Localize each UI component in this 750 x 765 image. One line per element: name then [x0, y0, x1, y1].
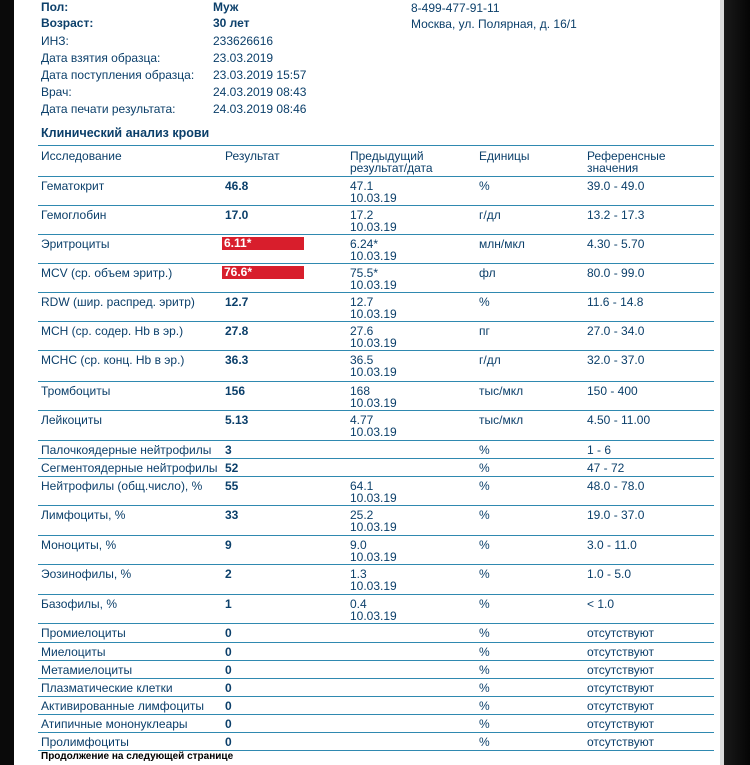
- previous-date: 10.03.19: [350, 550, 397, 564]
- previous-result: 4.77: [350, 413, 374, 427]
- result-value: 17.0: [225, 208, 249, 222]
- test-name: Эозинофилы, %: [41, 567, 132, 581]
- reference-range: отсутствуют: [587, 735, 654, 749]
- unit: %: [479, 717, 490, 731]
- table-row: [38, 177, 714, 206]
- unit: %: [479, 295, 490, 309]
- reference-range: 150 - 400: [587, 384, 638, 398]
- previous-result: 25.2: [350, 508, 374, 522]
- previous-result: 47.1: [350, 179, 374, 193]
- table-row: [38, 733, 714, 751]
- inz-value: 233626616: [213, 34, 274, 48]
- table-row: [38, 264, 714, 293]
- reference-range: отсутствуют: [587, 681, 654, 695]
- unit: %: [479, 567, 490, 581]
- previous-date: 10.03.19: [350, 425, 397, 439]
- test-name: RDW (шир. распред. эритр): [41, 295, 195, 309]
- test-name: Активированные лимфоциты: [41, 699, 205, 713]
- test-name: Палочкоядерные нейтрофилы: [41, 443, 212, 457]
- doctor-label: Врач:: [41, 85, 72, 99]
- print-date-label: Дата печати результата:: [41, 102, 176, 116]
- sample-received-label: Дата поступления образца:: [41, 68, 195, 82]
- table-row: [38, 322, 714, 351]
- unit: г/дл: [479, 208, 501, 222]
- table-row: [38, 206, 714, 235]
- col-test: Исследование: [41, 149, 122, 163]
- previous-date: 10.03.19: [350, 365, 397, 379]
- result-value: 3: [225, 443, 232, 457]
- table-row: [38, 697, 714, 715]
- previous-result: 6.24*: [350, 237, 379, 251]
- reference-range: 13.2 - 17.3: [587, 208, 645, 222]
- previous-date: 10.03.19: [350, 491, 397, 505]
- reference-range: 80.0 - 99.0: [587, 266, 645, 280]
- table-row: [38, 382, 714, 411]
- unit: %: [479, 626, 490, 640]
- test-name: Пролимфоциты: [41, 735, 129, 749]
- result-value: 12.7: [225, 295, 249, 309]
- result-value: 2: [225, 567, 232, 581]
- sample-taken-value: 23.03.2019: [213, 51, 274, 65]
- previous-date: 10.03.19: [350, 249, 397, 263]
- table-row: [38, 351, 714, 382]
- result-value: 0: [225, 717, 232, 731]
- doctor-value: 24.03.2019 08:43: [213, 85, 307, 99]
- age-label: Возраст:: [41, 16, 94, 30]
- sample-taken-label: Дата взятия образца:: [41, 51, 161, 65]
- sex-label: Пол:: [41, 0, 69, 14]
- table-row: [38, 536, 714, 565]
- photo-frame-right: [724, 0, 750, 765]
- result-value: 33: [225, 508, 239, 522]
- result-value: 0: [225, 663, 232, 677]
- table-row: [38, 293, 714, 322]
- test-name: Промиелоциты: [41, 626, 126, 640]
- reference-range: отсутствуют: [587, 699, 654, 713]
- table-row: [38, 715, 714, 733]
- previous-result: 0.4: [350, 597, 367, 611]
- result-value: 55: [225, 479, 239, 493]
- previous-result: 1.3: [350, 567, 367, 581]
- unit: %: [479, 179, 490, 193]
- test-name: Гемоглобин: [41, 208, 107, 222]
- unit: %: [479, 681, 490, 695]
- lab-report-page: [14, 0, 720, 765]
- result-value: 0: [225, 681, 232, 695]
- reference-range: отсутствуют: [587, 645, 654, 659]
- test-name: Тромбоциты: [41, 384, 111, 398]
- table-row: [38, 565, 714, 595]
- unit: %: [479, 735, 490, 749]
- col-prev-line2: результат/дата: [350, 161, 433, 175]
- table-row: [38, 235, 714, 264]
- reference-range: 39.0 - 49.0: [587, 179, 645, 193]
- reference-range: 48.0 - 78.0: [587, 479, 645, 493]
- unit: пг: [479, 324, 490, 338]
- previous-result: 64.1: [350, 479, 374, 493]
- reference-range: 4.50 - 11.00: [587, 413, 651, 427]
- table-row: [38, 441, 714, 459]
- unit: %: [479, 597, 490, 611]
- previous-date: 10.03.19: [350, 278, 397, 292]
- test-name: MCV (ср. объем эритр.): [41, 266, 173, 280]
- reference-range: отсутствуют: [587, 663, 654, 677]
- unit: млн/мкл: [479, 237, 525, 251]
- col-result: Результат: [225, 149, 280, 163]
- previous-date: 10.03.19: [350, 307, 397, 321]
- reference-range: 19.0 - 37.0: [587, 508, 645, 522]
- col-units: Единицы: [479, 149, 530, 163]
- reference-range: 1 - 6: [587, 443, 612, 457]
- unit: фл: [479, 266, 496, 280]
- test-name: Сегментоядерные нейтрофилы: [41, 461, 218, 475]
- table-row: [38, 624, 714, 643]
- previous-result: 168: [350, 384, 371, 398]
- table-row: [38, 595, 714, 624]
- photo-frame-left: [0, 0, 14, 765]
- reference-range: 11.6 - 14.8: [587, 295, 644, 309]
- reference-range: 27.0 - 34.0: [587, 324, 645, 338]
- table-top-rule: [38, 145, 714, 146]
- sample-received-value: 23.03.2019 15:57: [213, 68, 307, 82]
- test-name: Плазматические клетки: [41, 681, 173, 695]
- lab-phone: 8-499-477-91-11: [411, 1, 500, 15]
- previous-date: 10.03.19: [350, 220, 397, 234]
- result-value-flagged: 6.11*: [222, 237, 304, 250]
- col-ref-line1: Референсные: [587, 149, 666, 163]
- sex-value: Муж: [213, 0, 239, 14]
- result-value: 156: [225, 384, 246, 398]
- reference-range: 47 - 72: [587, 461, 625, 475]
- table-row: [38, 459, 714, 477]
- previous-date: 10.03.19: [350, 191, 397, 205]
- table-row: [38, 643, 714, 661]
- previous-result: 75.5*: [350, 266, 379, 280]
- test-name: Нейтрофилы (общ.число), %: [41, 479, 203, 493]
- result-value: 46.8: [225, 179, 249, 193]
- test-name: Моноциты, %: [41, 538, 117, 552]
- test-name: Базофилы, %: [41, 597, 117, 611]
- test-name: Атипичные мононуклеары: [41, 717, 188, 731]
- previous-date: 10.03.19: [350, 520, 397, 534]
- unit: тыс/мкл: [479, 413, 524, 427]
- unit: %: [479, 663, 490, 677]
- test-name: Миелоциты: [41, 645, 106, 659]
- unit: %: [479, 461, 490, 475]
- table-row: [38, 506, 714, 536]
- reference-range: 32.0 - 37.0: [587, 353, 645, 367]
- previous-result: 9.0: [350, 538, 367, 552]
- result-value: 52: [225, 461, 239, 475]
- result-value: 27.8: [225, 324, 249, 338]
- test-name: MCHC (ср. конц. Hb в эр.): [41, 353, 185, 367]
- test-name: Гематокрит: [41, 179, 105, 193]
- reference-range: 1.0 - 5.0: [587, 567, 632, 581]
- reference-range: 3.0 - 11.0: [587, 538, 637, 552]
- reference-range: отсутствуют: [587, 717, 654, 731]
- result-value: 0: [225, 735, 232, 749]
- table-row: [38, 411, 714, 441]
- inz-label: ИНЗ:: [41, 34, 69, 48]
- previous-date: 10.03.19: [350, 579, 397, 593]
- test-name: MCH (ср. содер. Hb в эр.): [41, 324, 184, 338]
- result-value: 1: [225, 597, 232, 611]
- previous-result: 17.2: [350, 208, 374, 222]
- print-date-value: 24.03.2019 08:46: [213, 102, 307, 116]
- result-value: 0: [225, 645, 232, 659]
- previous-date: 10.03.19: [350, 609, 397, 623]
- col-ref-line2: значения: [587, 161, 639, 175]
- previous-date: 10.03.19: [350, 336, 397, 350]
- table-row: [38, 477, 714, 506]
- table-row: [38, 661, 714, 679]
- test-name: Эритроциты: [41, 237, 110, 251]
- result-value: 0: [225, 699, 232, 713]
- test-name: Метамиелоциты: [41, 663, 133, 677]
- previous-date: 10.03.19: [350, 396, 397, 410]
- previous-result: 36.5: [350, 353, 374, 367]
- table-row: [38, 679, 714, 697]
- continuation-note: Продолжение на следующей странице: [41, 751, 234, 762]
- unit: г/дл: [479, 353, 501, 367]
- unit: %: [479, 508, 490, 522]
- unit: тыс/мкл: [479, 384, 524, 398]
- lab-address: Москва, ул. Полярная, д. 16/1: [411, 17, 577, 31]
- result-value: 0: [225, 626, 232, 640]
- result-value: 36.3: [225, 353, 249, 367]
- reference-range: < 1.0: [587, 597, 615, 611]
- result-value-flagged: 76.6*: [222, 266, 304, 279]
- section-title: Клинический анализ крови: [41, 126, 210, 140]
- result-value: 5.13: [225, 413, 249, 427]
- unit: %: [479, 479, 490, 493]
- previous-result: 12.7: [350, 295, 374, 309]
- unit: %: [479, 538, 490, 552]
- unit: %: [479, 645, 490, 659]
- unit: %: [479, 699, 490, 713]
- unit: %: [479, 443, 490, 457]
- reference-range: 4.30 - 5.70: [587, 237, 645, 251]
- result-value: 9: [225, 538, 232, 552]
- test-name: Лимфоциты, %: [41, 508, 126, 522]
- previous-result: 27.6: [350, 324, 374, 338]
- reference-range: отсутствуют: [587, 626, 654, 640]
- col-prev-line1: Предыдущий: [350, 149, 424, 163]
- age-value: 30 лет: [213, 16, 250, 30]
- test-name: Лейкоциты: [41, 413, 103, 427]
